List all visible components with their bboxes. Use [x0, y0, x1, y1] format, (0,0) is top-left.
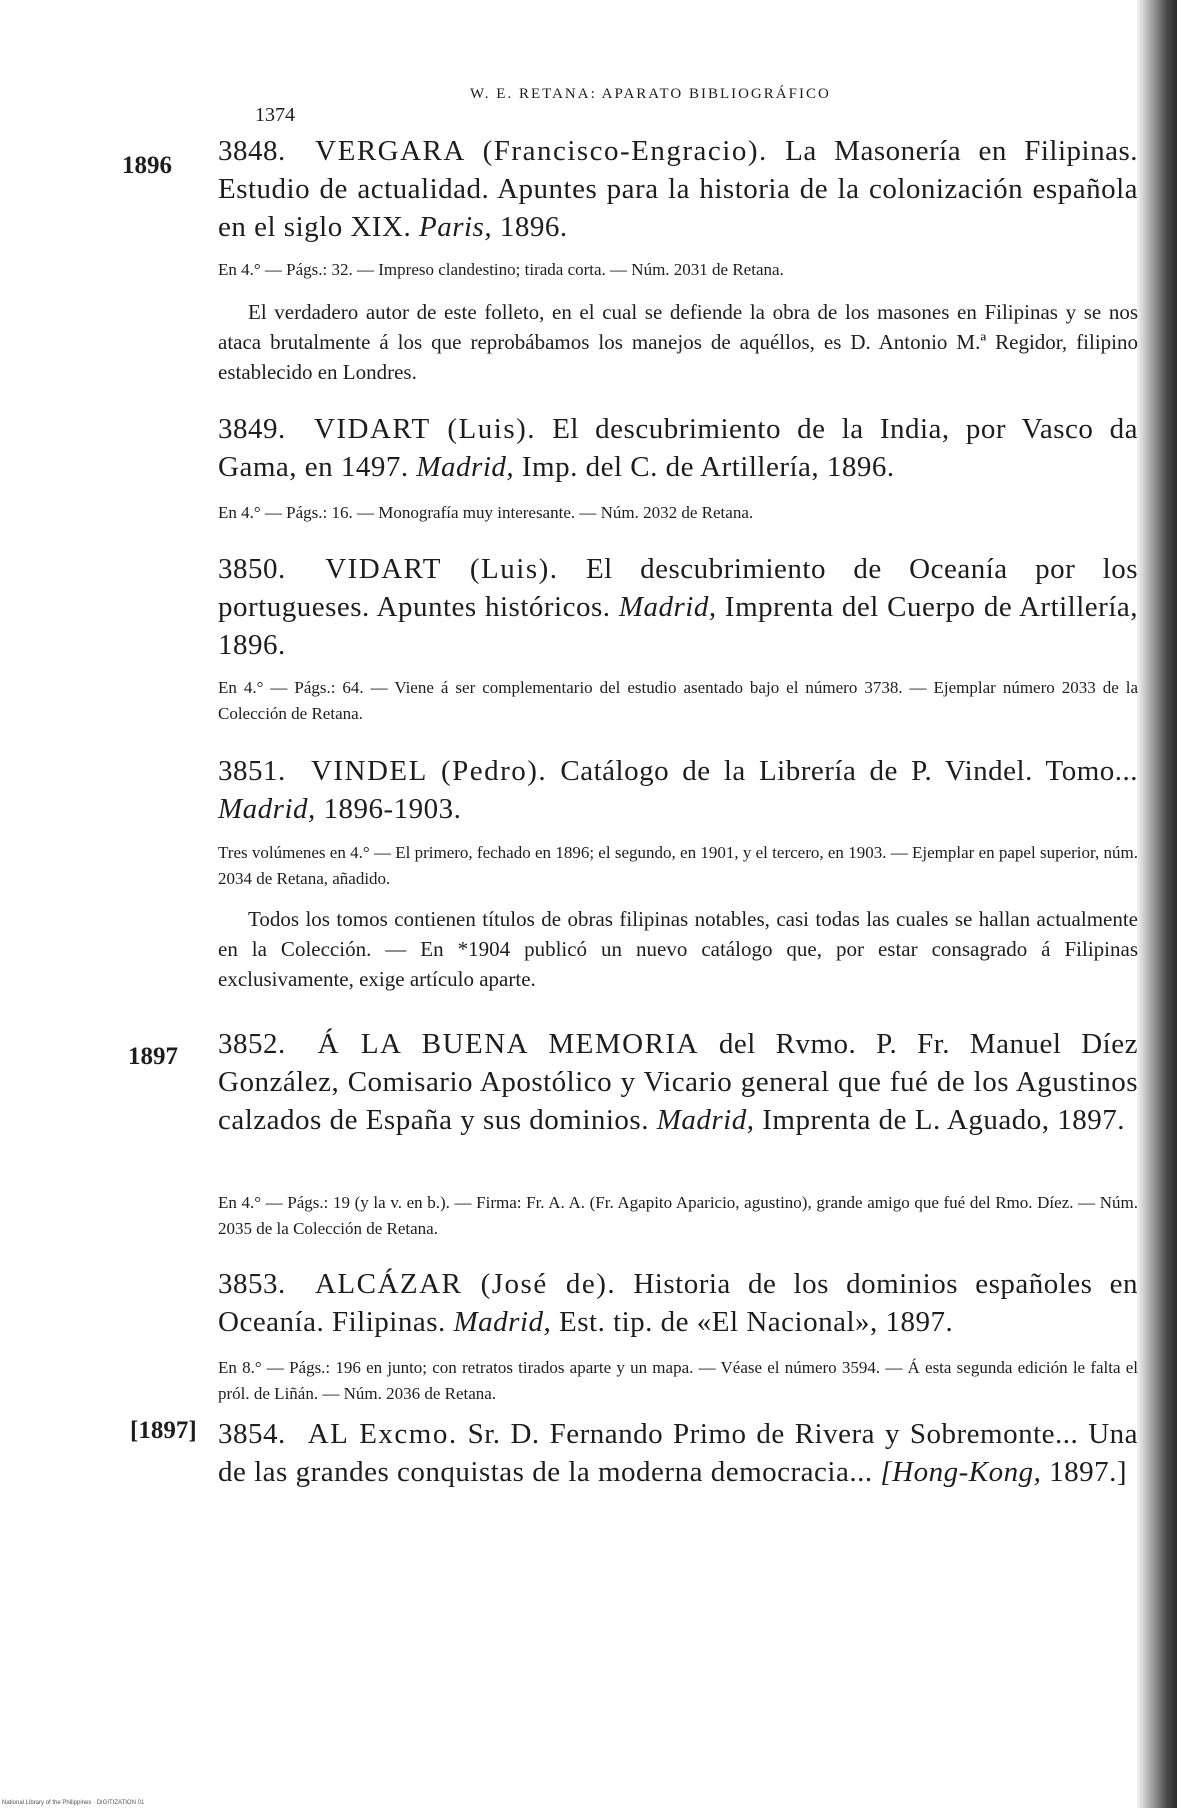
entry-note: En 8.° — Págs.: 196 en junto; con retratos tirados aparte y un mapa. — Véase el número 3594. — Á esta segunda edición le falta el pról. de Liñán. — Núm. 2036 de Retana.: [218, 1358, 1138, 1403]
entry-number: 3851.: [218, 755, 286, 787]
entry-title: El descubrimiento de la India, por Vasco da Gama, en 1497.: [218, 413, 1138, 483]
entry-imprint-place: Madrid,: [656, 1104, 755, 1136]
entry-imprint-place: Madrid,: [416, 451, 515, 483]
page-number: 1374: [255, 104, 295, 126]
entry-number: 3854.: [218, 1418, 286, 1450]
entry-imprint: 1896.: [499, 211, 568, 243]
entry-number: 3852.: [218, 1028, 286, 1060]
entry-main: [218, 752, 1138, 828]
entry-author: VINDEL (Pedro).: [310, 755, 548, 787]
entry-imprint-place: [Hong-Kong,: [880, 1456, 1042, 1488]
entry-imprint: Imprenta del Cuerpo de Artillería, 1896.: [218, 591, 1139, 661]
entry-note: Tres volúmenes en 4.° — El primero, fechado en 1896; el segundo, en 1901, y el tercero, en 1903. — Ejemplar en papel superior, núm. 2034 de Retana, añadido.: [218, 843, 1138, 888]
entry-title: del Rvmo. P. Fr. Manuel Díez González, Comisario Apostólico y Vicario general que fué de los Agustinos calzados de España y sus dominios.: [218, 1028, 1138, 1136]
entry-comment: El verdadero autor de este folleto, en el cual se defiende la obra de los masones en Filipinas y se nos ataca brutalmente á los que reprobábamos los manejos de aquéllos, es D. Antonio M.ª Regidor, filipino establecido en Londres.: [218, 300, 1138, 384]
entry-number: 3853.: [218, 1268, 286, 1300]
entry-imprint-place: Madrid,: [453, 1306, 552, 1338]
entry-imprint-place: Madrid,: [218, 793, 316, 825]
entry-note: En 4.° — Págs.: 19 (y la v. en b.). — Firma: Fr. A. A. (Fr. Agapito Aparicio, agustino), grande amigo que fué del Rmo. Díez. — Núm. 2035 de la Colección de Retana.: [218, 1193, 1138, 1238]
entry-imprint-place: Madrid,: [618, 591, 717, 623]
entry-author: Á LA BUENA MEMORIA: [317, 1028, 700, 1060]
entry-comment: Todos los tomos contienen títulos de obras filipinas notables, casi todas las cuales se hallan actualmente en la Colección. — En *1904 publicó un nuevo catálogo que, por estar consagrado á Filipinas exclusivamente, exige artículo aparte.: [218, 907, 1138, 991]
running-title: W. E. RETANA: APARATO BIBLIOGRÁFICO: [470, 86, 831, 102]
entry-main: [218, 410, 1138, 486]
entry-imprint: Imprenta de L. Aguado, 1897.: [762, 1104, 1125, 1136]
entry-main: [218, 132, 1138, 246]
entry-year: [1897]: [130, 1417, 197, 1444]
entry-author: VIDART (Luis).: [325, 553, 559, 585]
entry-main: [218, 1265, 1138, 1341]
entry-title: Sr. D. Fernando Primo de Rivera y Sobremonte... Una de las grandes conquistas de la moderna democracia...: [218, 1418, 1139, 1488]
entry-main: [218, 1415, 1138, 1491]
entry-imprint: 1896-1903.: [323, 793, 462, 825]
entry-number: 3850.: [218, 553, 286, 585]
entry-note: En 4.° — Págs.: 32. — Impreso clandestino; tirada corta. — Núm. 2031 de Retana.: [218, 260, 784, 279]
entry-imprint-place: Paris,: [419, 211, 493, 243]
entry-title: Catálogo de la Librería de P. Vindel. Tomo...: [560, 755, 1138, 787]
entry-year: 1896: [122, 152, 172, 179]
page-edge-shadow: [1137, 0, 1177, 1808]
entry-author: ALCÁZAR (José de).: [314, 1268, 617, 1300]
entry-author: AL Excmo.: [307, 1418, 458, 1450]
scan-footer: National Library of the Philippines · DIGITIZATION 01: [2, 1800, 145, 1806]
entry-author: VIDART (Luis).: [313, 413, 537, 445]
entry-number: 3848.: [218, 135, 286, 167]
entry-imprint: Imp. del C. de Artillería, 1896.: [521, 451, 895, 483]
entry-author: VERGARA (Francisco-Engracio).: [315, 135, 768, 167]
entry-title: La Masonería en Filipinas. Estudio de actualidad. Apuntes para la historia de la colonización española en el siglo XIX.: [218, 135, 1138, 243]
page-header: [0, 86, 1177, 126]
entry-imprint: Est. tip. de «El Nacional», 1897.: [559, 1306, 954, 1338]
entry-year: 1897: [128, 1043, 178, 1070]
entry-title: Historia de los dominios españoles en Oceanía. Filipinas.: [218, 1268, 1139, 1338]
entry-note: En 4.° — Págs.: 64. — Viene á ser complementario del estudio asentado bajo el número 3738. — Ejemplar número 2033 de la Colección de Retana.: [218, 678, 1138, 723]
entry-number: 3849.: [218, 413, 286, 445]
entry-imprint: 1897.]: [1049, 1456, 1127, 1488]
entry-main: [218, 550, 1138, 664]
entry-main: [218, 1025, 1138, 1139]
entry-title: El descubrimiento de Oceanía por los portugueses. Apuntes históricos.: [218, 553, 1139, 623]
entry-note: En 4.° — Págs.: 16. — Monografía muy interesante. — Núm. 2032 de Retana.: [218, 503, 754, 522]
